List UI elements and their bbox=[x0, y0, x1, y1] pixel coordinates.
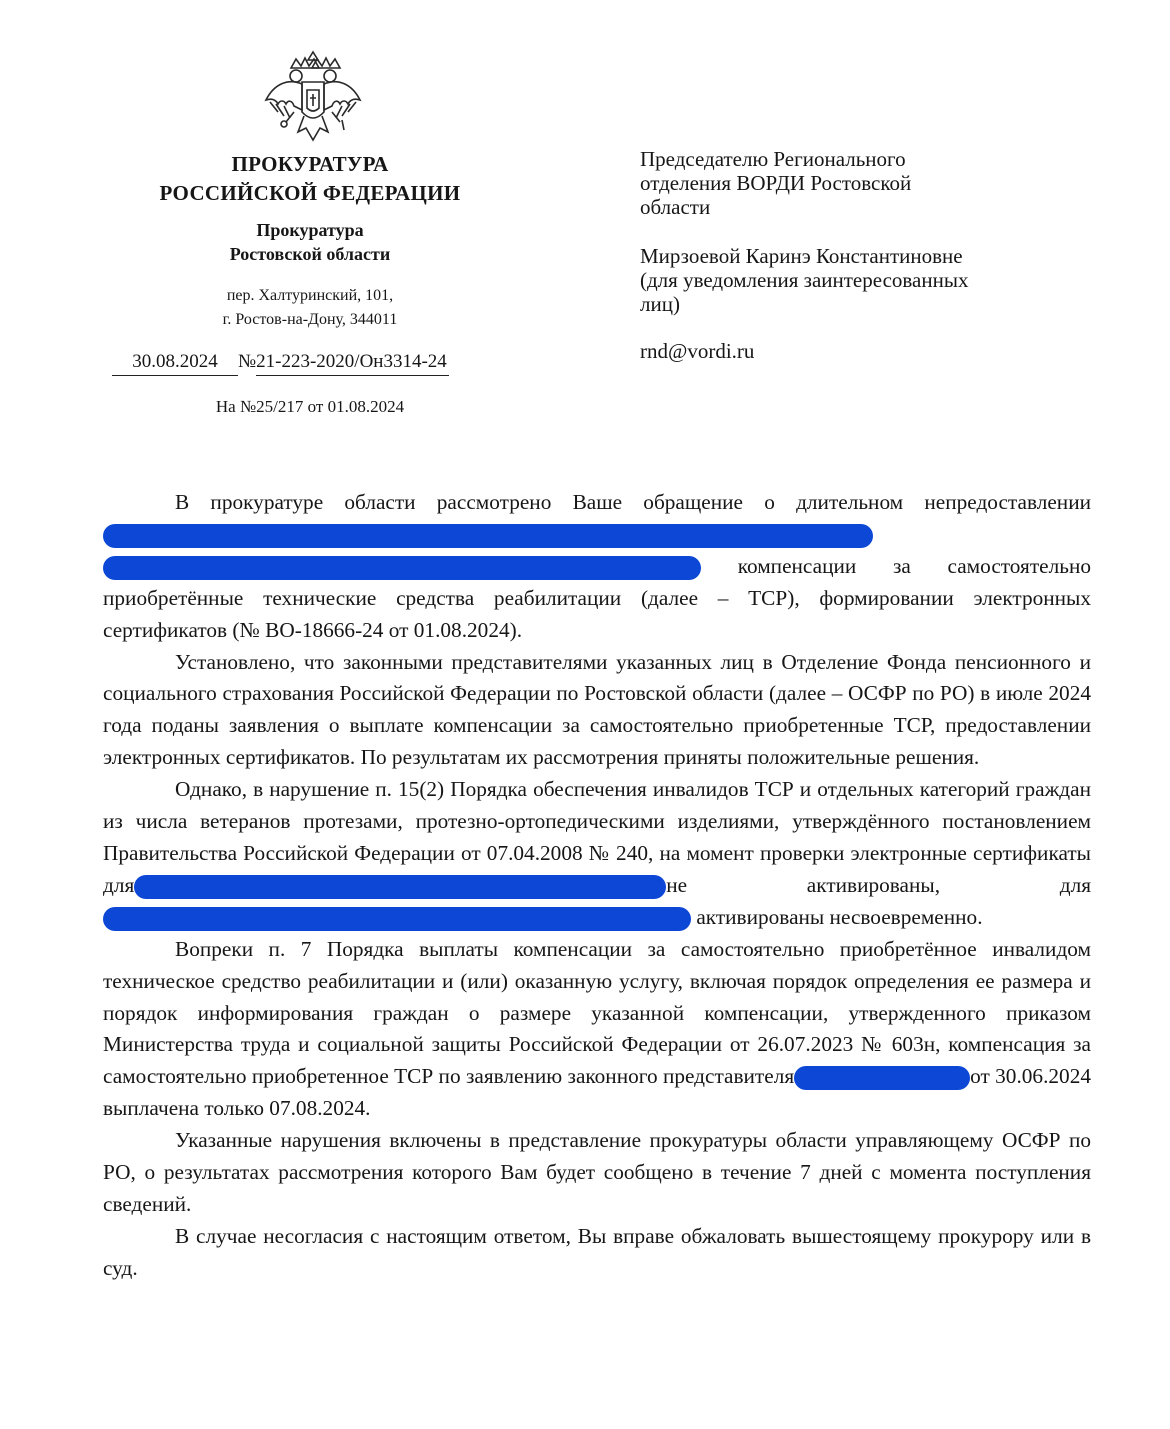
paragraph-4 bbox=[103, 934, 1091, 1125]
paragraph-6: В случае несогласия с настоящим ответом, Вы вправе обжаловать вышестоящему прокурору или в суд. bbox=[103, 1223, 1091, 1280]
registration-number: 21-223-2020/Он3314-24 bbox=[256, 349, 449, 376]
russian-coat-of-arms-emblem bbox=[258, 50, 368, 150]
registration-number-sign: № bbox=[238, 351, 257, 372]
org-title-line1: ПРОКУРАТУРА bbox=[231, 152, 389, 176]
org-address-line2: г. Ростов-на-Дону, 344011 bbox=[222, 311, 398, 328]
redaction-block bbox=[103, 907, 691, 931]
paragraph-3-text-a: Однако, в нарушение п. 15(2) Порядка обеспечения инвалидов ТСР и отдельных категорий граждан из числа ветеранов протезами, протезно-ортопедическими изделиями, утверждённого постановлением Правительства Российской Федерации от 07.04.2008 № 240, на момент проверки электронные сертификаты для bbox=[103, 777, 1091, 897]
paragraph-2: Установлено, что законными представителями указанных лиц в Отделение Фонда пенсионного и социального страхования Российской Федерации по Ростовской области (далее – ОСФР по РО) в июле 2024 года поданы заявления о выплате компенсации за самостоятельно приобретенные ТСР, предоставлении электронных сертификатов. По результатам их рассмотрения приняты положительные решения. bbox=[103, 649, 1091, 770]
paragraph-3-text-c: активированы несвоевременно. bbox=[696, 904, 983, 929]
addressee-line2: отделения ВОРДИ Ростовской bbox=[640, 171, 912, 195]
org-title-line2: РОССИЙСКОЙ ФЕДЕРАЦИИ bbox=[159, 181, 461, 205]
registration-line bbox=[112, 349, 449, 376]
org-subtitle-line1: Прокуратура bbox=[256, 220, 364, 240]
org-subtitle-line2: Ростовской области bbox=[229, 244, 391, 264]
addressee-name-line2: (для уведомления заинтересованных bbox=[640, 268, 969, 292]
redaction-block bbox=[134, 875, 666, 899]
paragraph-1-text-b: компенсации за самостоятельно приобретённые технические средства реабилитации (далее – ТСР), формировании электронных сертификатов (№ ВО-18666-24 от 01.08.2024). bbox=[103, 553, 1091, 642]
org-subtitle bbox=[100, 218, 520, 266]
paragraph-1-text-a: В прокуратуре области рассмотрено Ваше обращение о длительном непредоставлении bbox=[175, 490, 1091, 514]
redaction-block bbox=[794, 1066, 970, 1090]
letter-body bbox=[103, 487, 1091, 1285]
org-address bbox=[100, 284, 520, 332]
paragraph-3 bbox=[103, 774, 1091, 934]
org-address-line1: пер. Халтуринский, 101, bbox=[226, 287, 394, 304]
addressee-position bbox=[640, 147, 1110, 219]
paragraph-1 bbox=[103, 487, 1091, 647]
addressee-line1: Председателю Регионального bbox=[640, 147, 906, 171]
addressee-name-line3: лиц) bbox=[640, 292, 680, 316]
addressee-email: rnd@vordi.ru bbox=[640, 339, 755, 363]
registration-date: 30.08.2024 bbox=[112, 349, 238, 376]
paragraph-3-text-b: не активированы, для bbox=[666, 872, 1091, 897]
addressee-name bbox=[640, 244, 1110, 316]
redaction-block bbox=[103, 524, 873, 548]
addressee-line3: области bbox=[640, 195, 711, 219]
org-title bbox=[100, 150, 520, 208]
paragraph-4-text-a: Вопреки п. 7 Порядка выплаты компенсации за самостоятельно приобретённое инвалидом техническое средство реабилитации и (или) оказанную услугу, включая порядок определения ее размера и порядок информирования граждан о размере указанной компенсации, утвержденного приказом Министерства труда и социальной защиты Российской Федерации от 26.07.2023 № 603н, компенсация за самостоятельно приобретенное ТСР по заявлению законного представителя bbox=[103, 936, 1091, 1089]
addressee-name-line1: Мирзоевой Каринэ Константиновне bbox=[640, 244, 963, 268]
paragraph-4-text-b: от 30.06.2024 выплачена только 07.08.2024. bbox=[103, 1064, 1091, 1121]
paragraph-5: Указанные нарушения включены в представление прокуратуры области управляющему ОСФР по РО, о результатах рассмотрения которого Вам будет сообщено в течение 7 дней с момента поступления сведений. bbox=[103, 1128, 1091, 1216]
reply-reference: На №25/217 от 01.08.2024 bbox=[215, 397, 405, 416]
redaction-block bbox=[103, 556, 701, 580]
